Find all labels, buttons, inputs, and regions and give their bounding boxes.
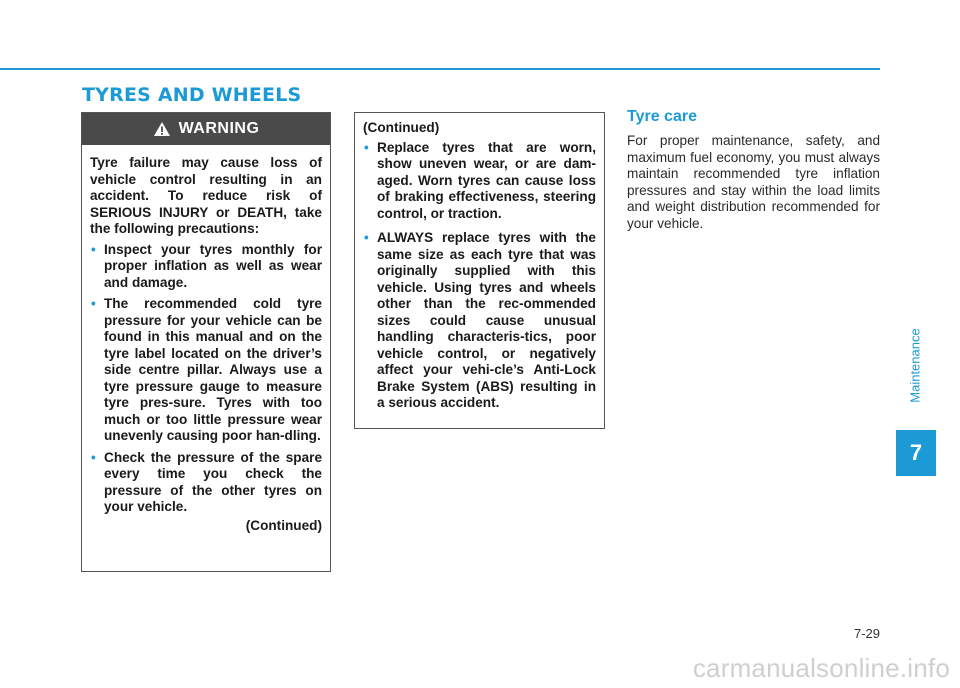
continued-list xyxy=(363,140,596,412)
warning-header xyxy=(82,113,330,145)
tyre-care-body: For proper maintenance, safety, and maximum fuel economy, you must always maintain recommended tyre inflation pressures and stay within the load limits and weight distribution recommended for your vehicle. xyxy=(627,133,880,231)
warning-box xyxy=(81,112,331,572)
tyre-care-heading: Tyre care xyxy=(627,108,697,125)
bullet-dot-icon: • xyxy=(364,230,369,245)
warning-continued: (Continued) xyxy=(245,517,322,533)
list-item xyxy=(90,242,322,292)
list-item xyxy=(363,230,596,412)
list-item-text: Check the pressure of the spare every time you check the pressure of the other tyres on your vehicle. xyxy=(104,449,322,514)
warning-body xyxy=(82,145,330,534)
list-item xyxy=(90,450,322,516)
side-tab-label xyxy=(895,300,935,430)
continued-box xyxy=(354,112,605,429)
warning-triangle-icon xyxy=(153,121,171,137)
warning-list xyxy=(90,242,322,516)
chapter-tab: 7 xyxy=(896,430,936,476)
bullet-dot-icon: • xyxy=(91,296,96,311)
side-tab-text: Maintenance xyxy=(907,327,923,403)
list-item-text: ALWAYS replace tyres with the same size as each tyre that was originally supplied with this vehicle. Using tyres and wheels other than the rec-ommended sizes could cause unusual handling characteris-tics, poor vehicle control, or negatively affect your vehi-cle’s Anti-Lock Brake System (ABS) resulting in a serious accident. xyxy=(377,230,596,410)
bullet-dot-icon: • xyxy=(91,241,96,257)
list-item-text: Replace tyres that are worn, show uneven wear, or are dam-aged. Worn tyres can cause loss of braking effectiveness, steering control, or traction. xyxy=(377,139,596,221)
continued-heading: (Continued) xyxy=(363,120,440,135)
list-item xyxy=(90,296,322,445)
section-title: TYRES AND WHEELS xyxy=(82,84,302,106)
bullet-dot-icon: • xyxy=(91,449,96,465)
list-item-text: Inspect your tyres monthly for proper inflation as well as wear and damage. xyxy=(104,241,322,290)
warning-intro: Tyre failure may cause loss of vehicle control resulting in an accident. To reduce risk of SERIOUS INJURY or DEATH, take the following precautions: xyxy=(90,155,322,236)
watermark: carmanualsonline.info xyxy=(692,653,950,683)
page-number: 7-29 xyxy=(853,626,880,641)
list-item-text: The recommended cold tyre pressure for your vehicle can be found in this manual and on the tyre label located on the driver’s side centre pillar. Always use a tyre pressure gauge to measure tyre pres-sure. Tyres with too much or too little pressure wear unevenly causing poor han-dling. xyxy=(104,296,322,443)
top-rule xyxy=(0,68,880,70)
bullet-dot-icon: • xyxy=(364,139,369,155)
warning-label: WARNING xyxy=(178,120,260,137)
list-item xyxy=(363,140,596,223)
